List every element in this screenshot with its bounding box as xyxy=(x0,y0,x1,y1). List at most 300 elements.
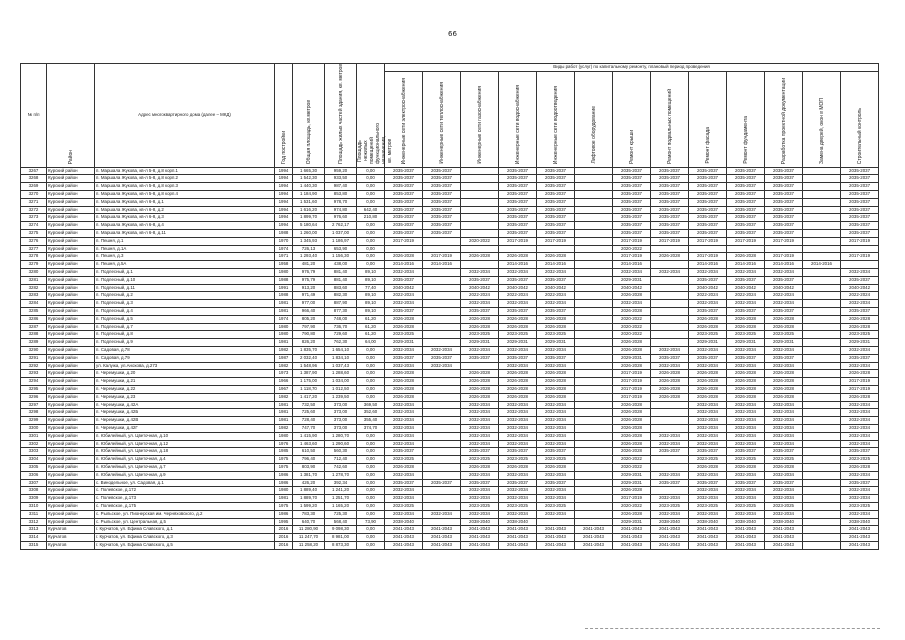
cell-total-area: 1 531,60 xyxy=(293,198,325,206)
cell-work-period xyxy=(423,269,461,277)
table-row xyxy=(21,175,879,183)
cell-living-area: 959,20 xyxy=(325,167,357,175)
cell-work-period: 2032-2034 xyxy=(841,409,879,417)
cell-address: п. Юбилейный, ул. Цветочная, д.18 xyxy=(95,448,275,456)
cell-work-period: 2032-2034 xyxy=(841,471,879,479)
table-row xyxy=(21,222,879,230)
cell-nonliving-area: 61,20 xyxy=(357,331,385,339)
cell-nonliving-area: 89,10 xyxy=(357,300,385,308)
cell-work-period: 2035-2037 xyxy=(651,175,689,183)
cell-work-period xyxy=(803,479,841,487)
cell-work-period: 2014-2016 xyxy=(765,261,803,269)
cell-work-period xyxy=(803,526,841,534)
cell-work-period: 2035-2037 xyxy=(537,222,575,230)
cell-num: 3294 xyxy=(21,378,47,386)
cell-work-period: 2035-2037 xyxy=(537,479,575,487)
cell-work-period: 2035-2037 xyxy=(423,230,461,238)
cell-work-period: 2026-2028 xyxy=(613,347,651,355)
cell-work-period xyxy=(651,261,689,269)
cell-work-period: 2026-2028 xyxy=(461,323,499,331)
cell-work-period: 2035-2037 xyxy=(841,198,879,206)
cell-total-area: 11 258,20 xyxy=(293,541,325,549)
cell-work-period: 2035-2037 xyxy=(765,214,803,222)
cell-work-period: 2041-2043 xyxy=(651,526,689,534)
cell-work-period: 2032-2034 xyxy=(689,510,727,518)
cell-work-period: 2017-2019 xyxy=(613,253,651,261)
cell-work-period: 2026-2028 xyxy=(385,386,423,394)
cell-work-period: 2023-2025 xyxy=(385,331,423,339)
cell-num: 3300 xyxy=(21,424,47,432)
cell-work-period: 2017-2019 xyxy=(613,378,651,386)
cell-total-area: 1 463,60 xyxy=(293,440,325,448)
cell-work-period: 2026-2028 xyxy=(765,378,803,386)
cell-address: п. Пешня, д.1 xyxy=(95,237,275,245)
cell-work-period: 2032-2034 xyxy=(461,424,499,432)
cell-work-period xyxy=(803,198,841,206)
cell-work-period xyxy=(803,424,841,432)
cell-work-period xyxy=(803,214,841,222)
capital-repair-table xyxy=(20,63,879,550)
cell-work-period: 2035-2037 xyxy=(537,448,575,456)
cell-work-period xyxy=(537,518,575,526)
cell-work-period: 2035-2037 xyxy=(841,222,879,230)
cell-work-period: 2032-2034 xyxy=(537,269,575,277)
cell-address: п. Маршала Жукова, кв-л 6-8, д.4 xyxy=(95,222,275,230)
cell-work-period: 2023-2025 xyxy=(499,331,537,339)
cell-living-area: 1 834,10 xyxy=(325,354,357,362)
cell-work-period: 2032-2034 xyxy=(689,432,727,440)
cell-work-period xyxy=(651,417,689,425)
table-row xyxy=(21,456,879,464)
cell-work-period: 2035-2037 xyxy=(689,167,727,175)
cell-work-period xyxy=(575,354,613,362)
cell-address: п. Черемушки, д.21 xyxy=(95,378,275,386)
cell-district: Курский район xyxy=(47,409,95,417)
cell-work-period xyxy=(423,393,461,401)
cell-work-period: 2029-2031 xyxy=(613,276,651,284)
cell-work-period: 2035-2037 xyxy=(499,167,537,175)
cell-address: п. Черемушки, д.20 xyxy=(95,370,275,378)
cell-work-period: 2035-2037 xyxy=(613,222,651,230)
table-row xyxy=(21,440,879,448)
cell-work-period: 2023-2025 xyxy=(765,331,803,339)
cell-work-period: 2017-2019 xyxy=(613,237,651,245)
cell-nonliving-area: 0,00 xyxy=(357,479,385,487)
cell-living-area: 373,00 xyxy=(325,417,357,425)
cell-work-period xyxy=(461,261,499,269)
cell-work-period: 2026-2028 xyxy=(499,253,537,261)
cell-work-period: 2032-2034 xyxy=(651,347,689,355)
cell-work-period: 2035-2037 xyxy=(499,222,537,230)
cell-work-period: 2026-2028 xyxy=(613,362,651,370)
cell-work-period xyxy=(423,502,461,510)
cell-address: п. Подлесный, д.3 xyxy=(95,300,275,308)
cell-work-period: 2032-2034 xyxy=(499,510,537,518)
cell-work-period: 2032-2034 xyxy=(651,362,689,370)
cell-work-period: 2035-2037 xyxy=(385,183,423,191)
cell-address: п. Подлесный, д.1 xyxy=(95,269,275,277)
cell-work-period xyxy=(575,487,613,495)
cell-work-period xyxy=(651,300,689,308)
cell-work-period: 2026-2028 xyxy=(689,315,727,323)
cell-address: п. Маршала Жукова, кв-л 5-8, д.8 корп.1 xyxy=(95,167,275,175)
cell-work-period: 2032-2034 xyxy=(499,471,537,479)
cell-work-period: 2032-2034 xyxy=(727,471,765,479)
cell-work-period: 2041-2043 xyxy=(537,541,575,549)
table-row xyxy=(21,354,879,362)
cell-num: 3309 xyxy=(21,495,47,503)
table-body xyxy=(21,167,879,549)
cell-work-period xyxy=(803,534,841,542)
cell-work-period: 2032-2034 xyxy=(765,347,803,355)
cell-work-period: 2020-2022 xyxy=(613,315,651,323)
cell-address: с. Полевское, д.173 xyxy=(95,495,275,503)
cell-living-area: 1 156,30 xyxy=(325,253,357,261)
cell-work-period: 2035-2037 xyxy=(613,167,651,175)
cell-work-period xyxy=(575,253,613,261)
cell-work-period: 2032-2034 xyxy=(423,510,461,518)
cell-year: 1980 xyxy=(275,323,293,331)
cell-year: 1981 xyxy=(275,308,293,316)
cell-num: 3307 xyxy=(21,479,47,487)
cell-work-period: 2029-2031 xyxy=(499,339,537,347)
table-row xyxy=(21,276,879,284)
table-row xyxy=(21,448,879,456)
cell-work-period: 2032-2034 xyxy=(841,510,879,518)
cell-work-period: 2035-2037 xyxy=(841,479,879,487)
cell-work-period: 2017-2019 xyxy=(689,253,727,261)
cell-work-period: 2038-2040 xyxy=(385,518,423,526)
cell-work-period xyxy=(423,417,461,425)
cell-work-period xyxy=(423,292,461,300)
cell-work-period: 2035-2037 xyxy=(689,230,727,238)
cell-work-period xyxy=(803,175,841,183)
cell-work-period: 2032-2034 xyxy=(727,510,765,518)
cell-work-period: 2035-2037 xyxy=(613,214,651,222)
cell-living-area: 1 280,70 xyxy=(325,432,357,440)
cell-nonliving-area: 0,00 xyxy=(357,448,385,456)
cell-address: с. Винодельное, ул. Садовая, д.1 xyxy=(95,479,275,487)
cell-work-period: 2026-2028 xyxy=(727,370,765,378)
cell-work-period: 2026-2028 xyxy=(765,323,803,331)
cell-work-period xyxy=(423,331,461,339)
cell-work-period: 2035-2037 xyxy=(841,206,879,214)
cell-work-period: 2035-2037 xyxy=(423,479,461,487)
cell-living-area: 883,60 xyxy=(325,284,357,292)
cell-work-period: 2032-2034 xyxy=(841,362,879,370)
cell-work-period: 2035-2037 xyxy=(841,167,879,175)
cell-work-period: 2026-2028 xyxy=(499,323,537,331)
cell-work-period: 2029-2031 xyxy=(727,339,765,347)
cell-work-period: 2035-2037 xyxy=(765,276,803,284)
cell-work-period: 2032-2034 xyxy=(461,440,499,448)
cell-nonliving-area: 0,00 xyxy=(357,261,385,269)
cell-work-period: 2026-2028 xyxy=(385,463,423,471)
cell-year: 1986 xyxy=(275,471,293,479)
cell-total-area: 1 548,96 xyxy=(293,362,325,370)
cell-work-period: 2017-2019 xyxy=(613,393,651,401)
cell-district: Курский район xyxy=(47,518,95,526)
cell-work-period: 2035-2037 xyxy=(385,308,423,316)
cell-year: 1994 xyxy=(275,175,293,183)
cell-district: Курский район xyxy=(47,378,95,386)
cell-living-area: 1 288,60 xyxy=(325,370,357,378)
cell-work-period: 2035-2037 xyxy=(499,198,537,206)
cell-work-period: 2032-2034 xyxy=(385,487,423,495)
table-row xyxy=(21,463,879,471)
cell-work-period xyxy=(423,284,461,292)
cell-work-period: 2041-2043 xyxy=(689,534,727,542)
cell-nonliving-area: 89,10 xyxy=(357,276,385,284)
cell-year: 1994 xyxy=(275,198,293,206)
cell-district: Курский район xyxy=(47,417,95,425)
cell-year: 1981 xyxy=(275,401,293,409)
cell-work-period: 2035-2037 xyxy=(651,206,689,214)
cell-work-period xyxy=(803,276,841,284)
cell-district: Курский район xyxy=(47,432,95,440)
cell-work-period: 2035-2037 xyxy=(841,191,879,199)
cell-work-period: 2035-2037 xyxy=(727,479,765,487)
cell-work-period: 2032-2034 xyxy=(651,471,689,479)
cell-work-period xyxy=(651,409,689,417)
cell-year: 1988 xyxy=(275,230,293,238)
cell-work-period xyxy=(423,401,461,409)
cell-work-period xyxy=(575,386,613,394)
col-header-living-area: Площадь жилых частей здания, кв. метров xyxy=(325,64,357,168)
cell-work-period: 2026-2028 xyxy=(727,378,765,386)
cell-district: Курский район xyxy=(47,386,95,394)
cell-work-period: 2032-2034 xyxy=(385,409,423,417)
cell-work-period: 2041-2043 xyxy=(499,541,537,549)
cell-num: 3283 xyxy=(21,292,47,300)
cell-address: п. Подлесный, д.4 xyxy=(95,308,275,316)
cell-num: 3302 xyxy=(21,440,47,448)
cell-work-period: 2032-2034 xyxy=(727,424,765,432)
cell-work-period: 2032-2034 xyxy=(461,510,499,518)
cell-work-period: 2032-2034 xyxy=(841,440,879,448)
cell-district: Курский район xyxy=(47,222,95,230)
cell-work-period xyxy=(575,347,613,355)
cell-work-period: 2035-2037 xyxy=(385,214,423,222)
cell-work-period: 2026-2028 xyxy=(765,315,803,323)
cell-work-period: 2032-2034 xyxy=(461,401,499,409)
table-row xyxy=(21,292,879,300)
cell-work-period: 2035-2037 xyxy=(727,354,765,362)
cell-work-period: 2035-2037 xyxy=(385,167,423,175)
cell-nonliving-area: 0,00 xyxy=(357,198,385,206)
cell-work-period: 2023-2025 xyxy=(765,456,803,464)
cell-work-period: 2026-2028 xyxy=(613,424,651,432)
table-row xyxy=(21,253,879,261)
cell-work-period: 2035-2037 xyxy=(537,167,575,175)
cell-work-period: 2035-2037 xyxy=(423,198,461,206)
cell-year: 1967 xyxy=(275,386,293,394)
cell-work-period: 2035-2037 xyxy=(765,198,803,206)
cell-work-period xyxy=(575,167,613,175)
cell-work-period: 2032-2034 xyxy=(385,471,423,479)
cell-address: п. Подлесный, д.7 xyxy=(95,323,275,331)
table-row xyxy=(21,323,879,331)
cell-district: Курский район xyxy=(47,167,95,175)
cell-year: 1991 xyxy=(275,284,293,292)
cell-work-period: 2032-2034 xyxy=(727,440,765,448)
table-row xyxy=(21,541,879,549)
cell-nonliving-area: 0,00 xyxy=(357,183,385,191)
cell-num: 3299 xyxy=(21,417,47,425)
cell-num: 3308 xyxy=(21,487,47,495)
cell-nonliving-area: 0,00 xyxy=(357,354,385,362)
cell-work-period: 2035-2037 xyxy=(765,191,803,199)
cell-work-period: 2032-2034 xyxy=(537,347,575,355)
cell-work-period: 2032-2034 xyxy=(537,300,575,308)
cell-work-period xyxy=(575,292,613,300)
cell-work-period: 2022-2024 xyxy=(841,292,879,300)
cell-work-period: 2026-2028 xyxy=(689,463,727,471)
cell-work-period: 2026-2028 xyxy=(727,463,765,471)
cell-district: Курский район xyxy=(47,370,95,378)
cell-num: 3310 xyxy=(21,502,47,510)
table-row xyxy=(21,331,879,339)
cell-work-period: 2029-2031 xyxy=(461,339,499,347)
cell-work-period xyxy=(423,378,461,386)
cell-nonliving-area: 0,00 xyxy=(357,456,385,464)
cell-work-period: 2032-2034 xyxy=(765,432,803,440)
cell-work-period: 2023-2025 xyxy=(765,502,803,510)
cell-year: 1994 xyxy=(275,183,293,191)
cell-nonliving-area: 0,00 xyxy=(357,541,385,549)
cell-address: п. Черемушки, д.23 xyxy=(95,393,275,401)
cell-num: 3279 xyxy=(21,261,47,269)
cell-district: Курский район xyxy=(47,315,95,323)
cell-work-period: 2026-2028 xyxy=(499,370,537,378)
cell-work-period xyxy=(651,424,689,432)
cell-work-period: 2026-2028 xyxy=(651,370,689,378)
cell-work-period: 2032-2034 xyxy=(727,487,765,495)
col-header-year: Год постройки xyxy=(275,64,293,168)
cell-work-period xyxy=(651,292,689,300)
cell-year: 1988 xyxy=(275,292,293,300)
cell-work-period: 2026-2028 xyxy=(461,378,499,386)
cell-work-period: 2032-2034 xyxy=(727,432,765,440)
cell-year: 1971 xyxy=(275,253,293,261)
table-row xyxy=(21,308,879,316)
table-row xyxy=(21,339,879,347)
cell-work-period: 2032-2034 xyxy=(841,401,879,409)
cell-work-period: 2029-2031 xyxy=(537,339,575,347)
cell-work-period: 2035-2037 xyxy=(613,206,651,214)
cell-total-area: 1 387,90 xyxy=(293,370,325,378)
cell-nonliving-area: 0,00 xyxy=(357,495,385,503)
cell-work-period: 2026-2028 xyxy=(727,253,765,261)
cell-work-period xyxy=(575,230,613,238)
cell-work-period xyxy=(803,315,841,323)
cell-nonliving-area: 374,70 xyxy=(357,424,385,432)
cell-work-period: 2041-2043 xyxy=(499,526,537,534)
cell-work-period: 2035-2037 xyxy=(423,222,461,230)
cell-num: 3281 xyxy=(21,276,47,284)
cell-work-period: 2035-2037 xyxy=(385,276,423,284)
cell-living-area: 729,60 xyxy=(325,331,357,339)
cell-work-period: 2026-2028 xyxy=(613,417,651,425)
cell-work-period: 2035-2037 xyxy=(385,448,423,456)
table-row xyxy=(21,347,879,355)
cell-num: 3287 xyxy=(21,323,47,331)
cell-work-period xyxy=(575,183,613,191)
table-row xyxy=(21,424,879,432)
cell-total-area: 1 542,30 xyxy=(293,175,325,183)
cell-work-period: 2038-2040 xyxy=(841,518,879,526)
cell-district: Курский район xyxy=(47,487,95,495)
cell-nonliving-area: 0,00 xyxy=(357,370,385,378)
cell-work-period: 2040-2042 xyxy=(461,284,499,292)
cell-work-period: 2026-2028 xyxy=(689,323,727,331)
cell-work-period: 2035-2037 xyxy=(765,183,803,191)
cell-work-period: 2035-2037 xyxy=(613,230,651,238)
cell-work-period: 2032-2034 xyxy=(385,432,423,440)
table-row xyxy=(21,284,879,292)
cell-work-period xyxy=(575,214,613,222)
cell-work-period: 2035-2037 xyxy=(537,191,575,199)
cell-work-period: 2035-2037 xyxy=(423,214,461,222)
cell-nonliving-area: 89,10 xyxy=(357,292,385,300)
cell-nonliving-area: 352,60 xyxy=(357,409,385,417)
cell-work-period: 2026-2028 xyxy=(727,315,765,323)
cell-work-period xyxy=(575,424,613,432)
cell-work-period: 2014-2016 xyxy=(803,261,841,269)
cell-work-period: 2035-2037 xyxy=(537,354,575,362)
cell-address: п. Юбилейный, ул. Цветочная, д.10 xyxy=(95,432,275,440)
cell-work-period: 2017-2019 xyxy=(841,386,879,394)
cell-work-period: 2023-2025 xyxy=(651,502,689,510)
cell-work-period: 2035-2037 xyxy=(651,167,689,175)
cell-year: 1974 xyxy=(275,245,293,253)
cell-work-period xyxy=(803,167,841,175)
cell-work-period: 2014-2016 xyxy=(613,261,651,269)
cell-work-period xyxy=(803,386,841,394)
cell-work-period: 2035-2037 xyxy=(423,183,461,191)
table-row xyxy=(21,237,879,245)
cell-work-period xyxy=(575,222,613,230)
cell-work-period: 2041-2043 xyxy=(461,534,499,542)
cell-work-period xyxy=(575,261,613,269)
cell-num: 3293 xyxy=(21,370,47,378)
cell-work-period xyxy=(461,183,499,191)
cell-work-period: 2029-2031 xyxy=(613,354,651,362)
cell-living-area: 392,34 xyxy=(325,479,357,487)
table-row xyxy=(21,245,879,253)
cell-total-area: 1 415,90 xyxy=(293,432,325,440)
cell-work-period: 2035-2037 xyxy=(385,354,423,362)
table-row xyxy=(21,401,879,409)
cell-district: Курчатов xyxy=(47,526,95,534)
cell-district: Курский район xyxy=(47,448,95,456)
cell-year: 1988 xyxy=(275,276,293,284)
cell-work-period: 2032-2034 xyxy=(461,269,499,277)
cell-work-period xyxy=(803,183,841,191)
cell-work-period: 2032-2034 xyxy=(461,487,499,495)
cell-work-period: 2032-2034 xyxy=(613,300,651,308)
cell-total-area: 1 835,70 xyxy=(293,347,325,355)
cell-work-period: 2041-2043 xyxy=(613,541,651,549)
cell-work-period xyxy=(803,456,841,464)
cell-work-period xyxy=(803,393,841,401)
cell-work-period xyxy=(803,378,841,386)
cell-work-period: 2035-2037 xyxy=(689,276,727,284)
cell-work-period: 2035-2037 xyxy=(651,448,689,456)
cell-work-period: 2026-2028 xyxy=(385,323,423,331)
cell-work-period: 2035-2037 xyxy=(537,308,575,316)
cell-work-period xyxy=(651,331,689,339)
